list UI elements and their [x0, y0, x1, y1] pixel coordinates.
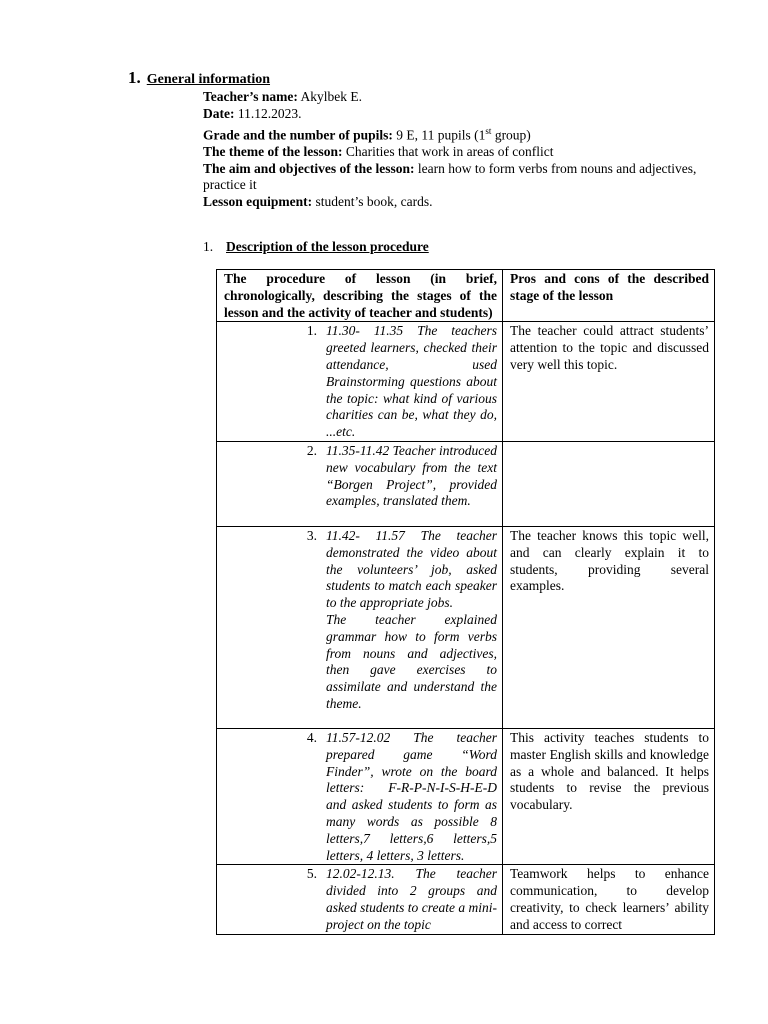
step-text: 11.35-11.42 Teacher introduced new vocabulary from the text “Borgen Project”, provided examples, translated them. [326, 442, 497, 509]
grade-label: Grade and the number of pupils: [203, 127, 393, 143]
procedure-cell [217, 322, 503, 442]
procedure-cell [217, 865, 503, 934]
theme-value: Charities that work in areas of conflict [342, 143, 554, 159]
comment-cell: The teacher knows this topic well, and can clearly explain it to students, providing several examples. [503, 526, 715, 728]
step-text: 12.02-12.13. The teacher divided into 2 groups and asked students to create a mini-project on the topic [326, 866, 497, 932]
procedure-cell [217, 526, 503, 728]
step-text: 11.30- 11.35 The teachers greeted learners, checked their attendance, used Brainstorming questions about the topic: what kind of various charities can be, what they do, ...etc. [326, 323, 497, 440]
aim-value: learn how to form verbs from nouns and adjectives, practice it [203, 160, 697, 193]
general-info [203, 89, 708, 211]
table-header-row [217, 270, 715, 322]
table-row [217, 865, 715, 934]
grade-tail: group) [491, 127, 531, 143]
date-line [203, 106, 708, 123]
section-title: Description of the lesson procedure [226, 239, 429, 254]
section-heading-general [128, 70, 270, 89]
teacher-label: Teacher’s name: [203, 89, 298, 104]
teacher-value: Akylbek E. [297, 89, 362, 104]
table-row [217, 526, 715, 728]
theme-line [203, 144, 708, 161]
theme-label: The theme of the lesson: [203, 143, 343, 159]
step-number: 1. [306, 323, 317, 339]
date-value: 11.12.2023. [234, 105, 302, 121]
equipment-label: Lesson equipment: [203, 194, 313, 210]
table-row [217, 441, 715, 526]
date-label: Date: [203, 105, 235, 121]
header-pros-cons: Pros and cons of the described stage of the lesson [503, 270, 715, 322]
step-number: 3. [306, 527, 317, 543]
comment-cell [503, 441, 715, 526]
grade-superscript: st [485, 125, 492, 136]
section-number: 1. [128, 68, 141, 87]
step-text: 11.57-12.02 The teacher prepared game “Word Finder”, wrote on the board letters: F-R-P-N-I-S-H-E-D and asked students to form as many words as possible 8 letters,7 letters,6 letters,5 letters, 4 letters, 3 letters. [326, 729, 497, 863]
section-number: 1. [203, 239, 214, 254]
aim-label: The aim and objectives of the lesson: [203, 160, 415, 176]
teacher-line [203, 89, 708, 106]
comment-cell: The teacher could attract students’ attention to the topic and discussed very well this topic. [503, 322, 715, 442]
procedure-cell [217, 728, 503, 864]
grade-value: 9 E, 11 pupils (1 [392, 127, 486, 143]
table-row [217, 728, 715, 864]
step-text-extra: The teacher explained grammar how to form verbs from nouns and adjectives, then gave exercises to assimilate and understand the theme. [326, 611, 497, 711]
equipment-line [203, 194, 708, 211]
equipment-value: student’s book, cards. [312, 194, 433, 210]
lesson-procedure-table [216, 269, 715, 935]
comment-cell: This activity teaches students to master English skills and knowledge as a whole and balanced. It helps students to revise the previous vocabulary. [503, 728, 715, 864]
section-title: General information [146, 72, 271, 87]
comment-cell: Teamwork helps to enhance communication, to develop creativity, to check learners’ ability and access to correct [503, 865, 715, 934]
header-procedure: The procedure of lesson (in brief, chronologically, describing the stages of the lesson and the activity of teacher and students) [217, 270, 503, 322]
table-row [217, 322, 715, 442]
procedure-cell [217, 441, 503, 526]
step-number: 2. [306, 442, 317, 458]
aim-line [203, 161, 708, 195]
section-heading-procedure [203, 239, 429, 256]
grade-line [203, 123, 708, 144]
step-number: 4. [306, 729, 317, 745]
step-number: 5. [306, 866, 317, 882]
step-text: 11.42- 11.57 The teacher demonstrated the video about the volunteers’ job, asked students to match each speaker to the appropriate jobs. [326, 527, 497, 611]
